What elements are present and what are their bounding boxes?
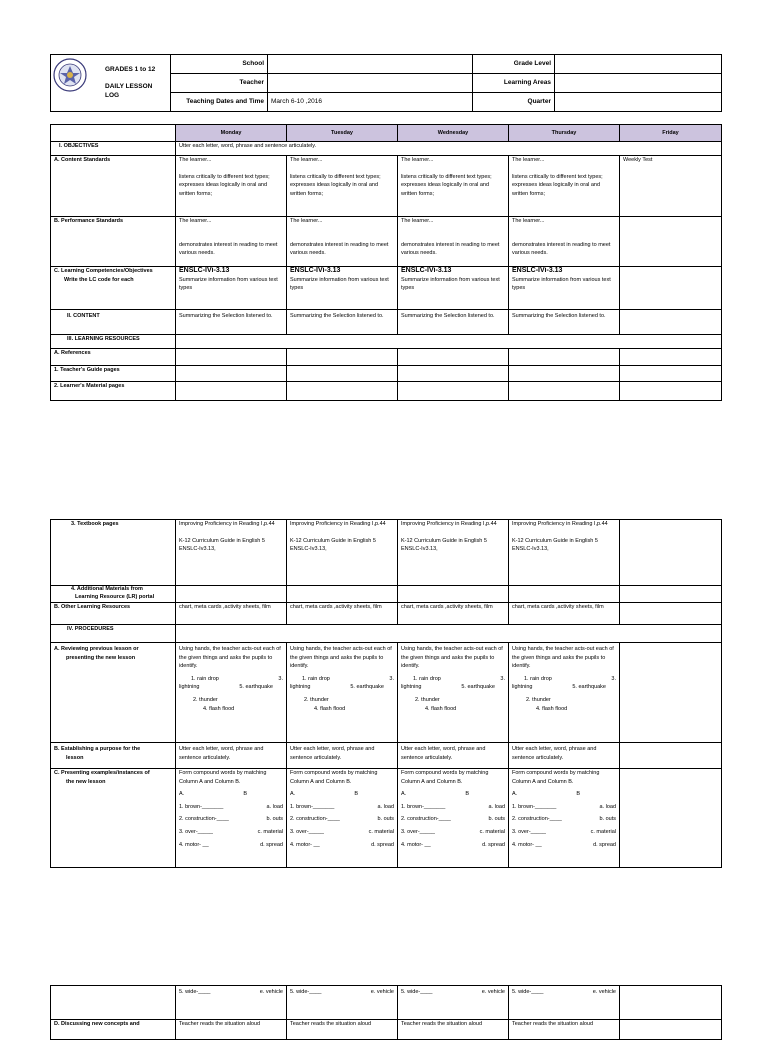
review-wednesday: Using hands, the teacher acts-out each of the given things and asks the pupils to identify. 1. rain drop 3. lightning 5. earthquake 2. thunder 4. flash flood (398, 643, 509, 743)
objectives-label: I. OBJECTIVES (51, 142, 176, 156)
references-wednesday (398, 349, 509, 366)
discussing-thursday: Teacher reads the situation aloud (509, 1020, 620, 1040)
content-friday (620, 310, 722, 335)
lc-tuesday: ENSLC-IVi-3.13 Summarize information from various text types (287, 267, 398, 310)
school-value (268, 55, 473, 74)
other-monday: chart, meta cards ,activity sheets, film (176, 603, 287, 625)
content-label: II. CONTENT (51, 310, 176, 335)
references-friday (620, 349, 722, 366)
day-friday: Friday (620, 125, 722, 142)
learning-areas-value (555, 74, 722, 93)
objective-text: Utter each letter, word, phrase and sentence articulately. (176, 142, 722, 156)
content-tuesday: Summarizing the Selection listened to. (287, 310, 398, 335)
examples-continued-label (51, 986, 176, 1020)
tg-monday (176, 366, 287, 382)
other-tuesday: chart, meta cards ,activity sheets, film (287, 603, 398, 625)
dates-value: March 6-10 ,2016 (268, 93, 473, 112)
additional-materials-label: 4. Additional Materials from Learning Resource (LR) portal (51, 586, 176, 603)
lesson-table-part3 (50, 985, 722, 1040)
content-std-monday: The learner... listens critically to different text types; expresses ideas logically in oral and written forms; (176, 156, 287, 217)
performance-standards-label: B. Performance Standards (51, 217, 176, 267)
logo-cell (51, 55, 171, 112)
corner-cell (51, 125, 176, 142)
lm-wednesday (398, 382, 509, 401)
discussing-wednesday: Teacher reads the situation aloud (398, 1020, 509, 1040)
tg-wednesday (398, 366, 509, 382)
purpose-friday (620, 743, 722, 769)
log-title: DAILY LESSON LOG (105, 83, 153, 99)
purpose-wednesday: Utter each letter, word, phrase and sentence articulately. (398, 743, 509, 769)
purpose-monday: Utter each letter, word, phrase and sentence articulately. (176, 743, 287, 769)
discussing-friday (620, 1020, 722, 1040)
grade-level-label: Grade Level (473, 55, 555, 74)
examples-wednesday: Form compound words by matching Column A and Column B. A. B 1. brown-_______ a. load 2. construction-____ b. outs 3. over-_____ c. material 4. motor- __ d. spread (398, 769, 509, 868)
competencies-label: C. Learning Competencies/Objectives Write the LC code for each (51, 267, 176, 310)
examples-tuesday: Form compound words by matching Column A and Column B. A. B 1. brown-_______ a. load 2. construction-____ b. outs 3. over-_____ c. material 4. motor- __ d. spread (287, 769, 398, 868)
purpose-thursday: Utter each letter, word, phrase and sentence articulately. (509, 743, 620, 769)
lm-thursday (509, 382, 620, 401)
purpose-label: B. Establishing a purpose for the lesson (51, 743, 176, 769)
add-thursday (509, 586, 620, 603)
lc-wednesday: ENSLC-IVi-3.13 Summarize information from various text types (398, 267, 509, 310)
tg-tuesday (287, 366, 398, 382)
procedures-label: IV. PROCEDURES (51, 625, 176, 643)
textbook-monday: Improving Proficiency in Reading I,p.44 K-12 Curriculum Guide in English 5 ENSLC-Iv3.13, (176, 520, 287, 586)
examples-cont-tuesday: 5. wide-____ e. vehicle (287, 986, 398, 1020)
procedures-row (176, 625, 722, 643)
learners-material-label: 2. Learner's Material pages (51, 382, 176, 401)
day-monday: Monday (176, 125, 287, 142)
examples-cont-friday (620, 986, 722, 1020)
grade-level-value (555, 55, 722, 74)
friday-weekly-test: Weekly Test (620, 156, 722, 217)
perf-std-wednesday: The learner... demonstrates interest in reading to meet various needs. (398, 217, 509, 267)
lesson-table-part1 (50, 124, 722, 401)
teacher-value (268, 74, 473, 93)
discussing-monday: Teacher reads the situation aloud (176, 1020, 287, 1040)
reviewing-label: A. Reviewing previous lesson or presenting the new lesson (51, 643, 176, 743)
discussing-label: D. Discussing new concepts and (51, 1020, 176, 1040)
lc-monday: ENSLC-IVi-3.13 Summarize information from various text types (176, 267, 287, 310)
day-wednesday: Wednesday (398, 125, 509, 142)
examples-cont-wednesday: 5. wide-____ e. vehicle (398, 986, 509, 1020)
purpose-tuesday: Utter each letter, word, phrase and sentence articulately. (287, 743, 398, 769)
add-monday (176, 586, 287, 603)
content-std-tuesday: The learner... listens critically to different text types; expresses ideas logically in oral and written forms; (287, 156, 398, 217)
examples-friday (620, 769, 722, 868)
content-std-thursday: The learner... listens critically to different text types; expresses ideas logically in oral and written forms; (509, 156, 620, 217)
teacher-label: Teacher (171, 74, 268, 93)
other-resources-label: B. Other Learning Resources (51, 603, 176, 625)
quarter-label: Quarter (473, 93, 555, 112)
examples-cont-monday: 5. wide-____ e. vehicle (176, 986, 287, 1020)
textbook-friday (620, 520, 722, 586)
textbook-tuesday: Improving Proficiency in Reading I,p.44 K-12 Curriculum Guide in English 5 ENSLC-Iv3.13, (287, 520, 398, 586)
perf-std-friday (620, 217, 722, 267)
day-thursday: Thursday (509, 125, 620, 142)
dates-label: Teaching Dates and Time (171, 93, 268, 112)
header-table (50, 54, 722, 112)
lm-tuesday (287, 382, 398, 401)
school-label: School (171, 55, 268, 74)
content-thursday: Summarizing the Selection listened to. (509, 310, 620, 335)
examples-label: C. Presenting examples/instances of the new lesson (51, 769, 176, 868)
content-wednesday: Summarizing the Selection listened to. (398, 310, 509, 335)
resources-row (176, 335, 722, 349)
teachers-guide-label: 1. Teacher's Guide pages (51, 366, 176, 382)
perf-std-thursday: The learner... demonstrates interest in reading to meet various needs. (509, 217, 620, 267)
lc-thursday: ENSLC-IVi-3.13 Summarize information from various text types (509, 267, 620, 310)
quarter-value (555, 93, 722, 112)
textbook-label: 3. Textbook pages (51, 520, 176, 586)
references-label: A. References (51, 349, 176, 366)
other-thursday: chart, meta cards ,activity sheets, film (509, 603, 620, 625)
references-tuesday (287, 349, 398, 366)
tg-thursday (509, 366, 620, 382)
review-tuesday: Using hands, the teacher acts-out each of the given things and asks the pupils to identify. 1. rain drop 3. lightning 5. earthquake 2. thunder 4. flash flood (287, 643, 398, 743)
learning-areas-label: Learning Areas (473, 74, 555, 93)
references-thursday (509, 349, 620, 366)
perf-std-monday: The learner... demonstrates interest in reading to meet various needs. (176, 217, 287, 267)
add-friday (620, 586, 722, 603)
examples-thursday: Form compound words by matching Column A and Column B. A. B 1. brown-_______ a. load 2. construction-____ b. outs 3. over-_____ c. material 4. motor- __ d. spread (509, 769, 620, 868)
lm-monday (176, 382, 287, 401)
content-standards-label: A. Content Standards (51, 156, 176, 217)
references-monday (176, 349, 287, 366)
grades-label: GRADES 1 to 12 (105, 65, 156, 73)
examples-monday: Form compound words by matching Column A and Column B. A. B 1. brown-_______ a. load 2. construction-____ b. outs 3. over-_____ c. material 4. motor- __ d. spread (176, 769, 287, 868)
content-std-wednesday: The learner... listens critically to different text types; expresses ideas logically in oral and written forms; (398, 156, 509, 217)
review-thursday: Using hands, the teacher acts-out each of the given things and asks the pupils to identify. 1. rain drop 3. lightning 5. earthquake 2. thunder 4. flash flood (509, 643, 620, 743)
content-monday: Summarizing the Selection listened to. (176, 310, 287, 335)
lesson-table-part2 (50, 519, 722, 868)
review-monday: Using hands, the teacher acts-out each of the given things and asks the pupils to identify. 1. rain drop 3. lightning 5. earthquake 2. thunder 4. flash flood (176, 643, 287, 743)
perf-std-tuesday: The learner... demonstrates interest in reading to meet various needs. (287, 217, 398, 267)
other-friday (620, 603, 722, 625)
examples-cont-thursday: 5. wide-____ e. vehicle (509, 986, 620, 1020)
other-wednesday: chart, meta cards ,activity sheets, film (398, 603, 509, 625)
add-tuesday (287, 586, 398, 603)
textbook-thursday: Improving Proficiency in Reading I,p.44 K-12 Curriculum Guide in English 5 ENSLC-Iv3.13, (509, 520, 620, 586)
day-tuesday: Tuesday (287, 125, 398, 142)
lm-friday (620, 382, 722, 401)
lc-friday (620, 267, 722, 310)
textbook-wednesday: Improving Proficiency in Reading I,p.44 K-12 Curriculum Guide in English 5 ENSLC-Iv3.13, (398, 520, 509, 586)
review-friday (620, 643, 722, 743)
discussing-tuesday: Teacher reads the situation aloud (287, 1020, 398, 1040)
add-wednesday (398, 586, 509, 603)
resources-label: III. LEARNING RESOURCES (51, 335, 176, 349)
tg-friday (620, 366, 722, 382)
